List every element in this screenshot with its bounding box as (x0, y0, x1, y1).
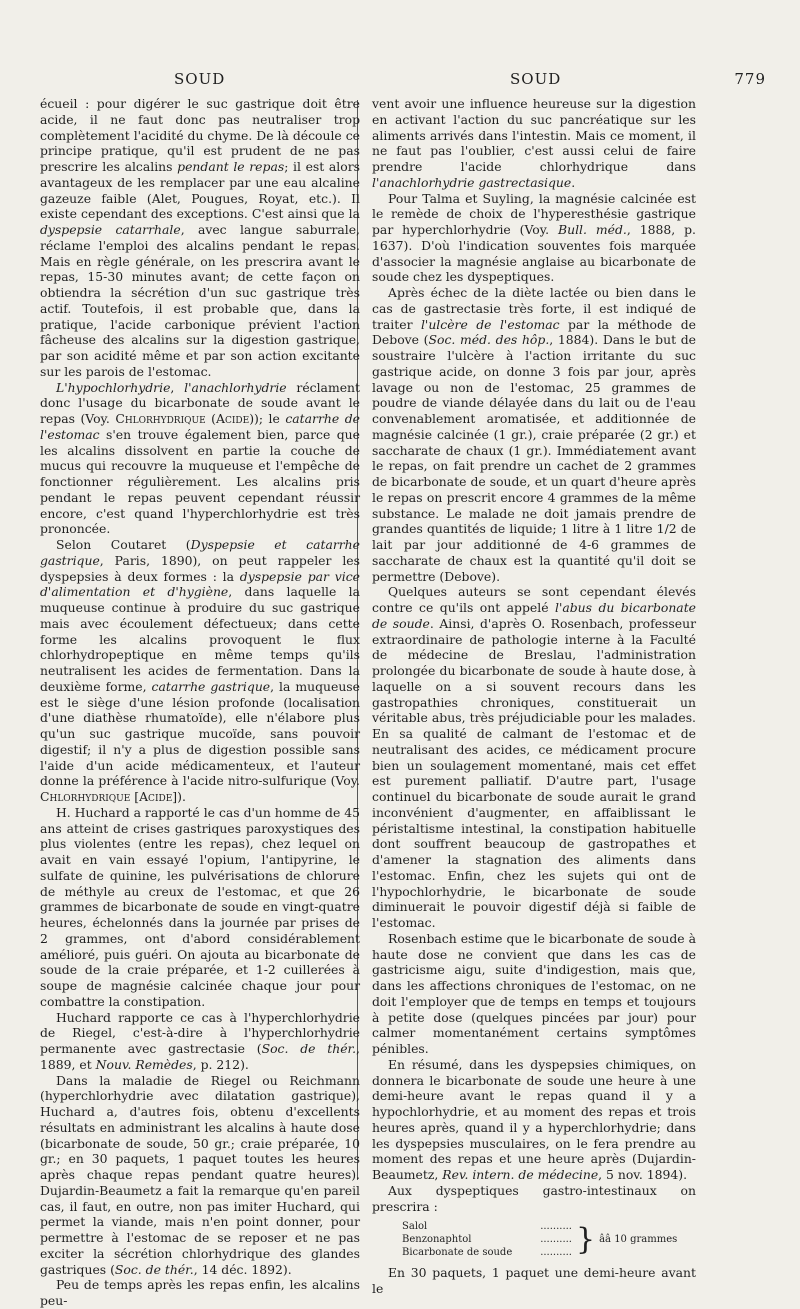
paragraph: vent avoir une influence heureuse sur la digestion en activant l'action du suc pancréatique sur les aliments arrivés dans l'intestin. Mais ce moment, il ne faut pas l'oublier, c'est aussi celui de faire prendre l'acide chlorhydrique dans l'anachlorhydrie gastrectasique. (372, 96, 696, 190)
prescription-list (402, 1220, 572, 1259)
page-number: 779 (734, 70, 766, 88)
paragraph: Dans la maladie de Riegel ou Reichmann (hyperchlorhydrie avec dilatation gastrique), Huchard a, d'autres fois, obtenu d'excellents résultats en administrant les alcalins à haute dose (bicarbonate de soude, 50 gr.; craie préparée, 10 gr.; en 30 paquets, 1 paquet toutes les heures après chaque repas pendant quatre heures). Dujardin-Beaumetz a fait la remarque qu'en pareil cas, il faut, en outre, non pas imiter Huchard, qui permet la viande, mais n'en point donner, pour permettre à l'estomac de se reposer et ne pas exciter la sécrétion chlorhydrique des glandes gastriques (Soc. de thér., 14 déc. 1892). (40, 1072, 360, 1277)
left-column (40, 96, 361, 1308)
running-header-left: SOUD (174, 70, 226, 88)
paragraph: Selon Coutaret (Dyspepsie et catarrhe gastrique, Paris, 1890), on peut rappeler les dyspepsies à deux formes : la dyspepsie par vice d'alimentation et d'hygiène, dans laquelle la muqueuse continue à produire du suc gastrique mais avec écoulement défectueux; dans cette forme les alcalins provoquent le flux chlorhydropeptique en même temps qu'ils neutralisent les acides de fermentation. Dans la deuxième forme, catarrhe gastrique, la muqueuse est le siège d'une lésion profonde (localisation d'une diathèse rhumatoïde), elle n'élabore plus qu'un suc gastrique mucoïde, sans pouvoir digestif; il n'y a plus de digestion possible sans l'aide d'un acide médicamenteux, et l'auteur donne la préférence à l'acide nitro-sulfurique (Voy. Chlorhydrique [Acide]). (40, 537, 361, 804)
brace-glyph: } (576, 1221, 596, 1257)
paragraph: Après échec de la diète lactée ou bien dans le cas de gastrectasie très forte, il est indiqué de traiter l'ulcère de l'estomac par la méthode de Debove (Soc. méd. des hôp., 1884). Dans le but de soustraire l'ulcère à l'action irritante du suc gastrique acide, on donne 3 fois par jour, après lavage ou non de l'estomac, 25 grammes de poudre de viande délayée dans du lait ou de l'eau convenablement aromatisée, et additionnée de magnésie calcinée (1 gr.), craie préparée (2 gr.) et saccharate de chaux (1 gr.). Immédiatement avant le repas, on fait prendre un cachet de 2 grammes de bicarbonate de soude, et un quart d'heure après le repas on prescrit encore 4 grammes de la même substance. Le malade ne doit jamais prendre de grandes quantités de liquide; 1 litre à 1 litre 1/2 de lait par jour additionné de 4-6 grammes de saccharate de chaux est la quantité qu'il doit se permettre (Debove). (372, 285, 697, 584)
paragraph: Aux dyspeptiques gastro-intestinaux on prescrira : (372, 1182, 696, 1214)
prescription-item: Benzonaphtol .......... (402, 1234, 572, 1246)
running-header-right: SOUD (510, 70, 562, 88)
paragraph: Rosenbach estime que le bicarbonate de soude à haute dose ne convient que dans les cas de gastricisme aigu, suite d'indigestion, mais que, dans les affections chroniques de l'estomac, on ne doit l'employer que de temps en temps et toujours à petite dose (quelques pincées par jour) pour calmer momentanément certains symptômes pénibles. (372, 930, 696, 1056)
paragraph: En résumé, dans les dyspepsies chimiques, on donnera le bicarbonate de soude une heure à une demi-heure avant le repas quand il y a hypochlorhydrie, et au moment des repas et trois heures après, quand il y a hyperchlorhydrie; dans les dyspepsies musculaires, on le fera prendre au moment des repas et une heure après (Dujardin-Beaumetz, Rev. intern. de médecine, 5 nov. 1894). (372, 1056, 696, 1182)
right-column (372, 96, 697, 1296)
paragraph: Huchard rapporte ce cas à l'hyperchlorhydrie de Riegel, c'est-à-dire à l'hyperchlorhydrie permanente avec gastrectasie (Soc. de thér., 1889, et Nouv. Remèdes, p. 212). (40, 1009, 360, 1072)
paragraph: H. Huchard a rapporté le cas d'un homme de 45 ans atteint de crises gastriques paroxystiques des plus violentes (entre les repas), chez lequel on avait en vain essayé l'opium, l'antipyrine, le sulfate de quinine, les pulvérisations de chlorure de méthyle au creux de l'estomac, et que 26 grammes de bicarbonate de soude en vingt-quatre heures, échelonnés dans la journée par prises de 2 grammes, ont d'abord considérablement amélioré, puis guéri. On ajouta au bicarbonate de soude de la craie préparée, et 1-2 cuillerées à soupe de magnésie calcinée chaque jour pour combattre la constipation. (40, 804, 360, 1009)
prescription (402, 1220, 696, 1259)
paragraph: Peu de temps après les repas enfin, les alcalins peu- (40, 1277, 360, 1308)
paragraph: Quelques auteurs se sont cependant élevés contre ce qu'ils ont appelé l'abus du bicarbonate de soude. Ainsi, d'après O. Rosenbach, professeur extraordinaire de pathologie interne à la Faculté de médecine de Breslau, l'administration prolongée du bicarbonate de soude à haute dose, à laquelle on a si souvent recours dans les gastropathies chroniques, constituerait un véritable abus, très préjudiciable pour les malades. En sa qualité de calmant de l'estomac et de neutralisant des acides, ce médicament procure bien un soulagement momentané, mais cet effet est purement palliatif. D'autre part, l'usage continuel du bicarbonate de soude aurait le grand inconvénient d'augmenter, en affaiblissant le péristaltisme intestinal, la constipation habituelle dont souffrent beaucoup de gastropathes et d'amener la stagnation des aliments dans l'estomac. Enfin, chez les sujets qui ont de l'hypochlorhydrie, le bicarbonate de soude diminuerait le pouvoir digestif déjà si faible de l'estomac. (372, 584, 697, 930)
prescription-item: Bicarbonate de soude .......... (402, 1247, 572, 1259)
paragraph: écueil : pour digérer le suc gastrique doit être acide, il ne faut donc pas neutraliser trop complètement l'acidité du chyme. De là découle ce principe pratique, qu'il est prudent de ne pas prescrire les alcalins pendant le repas; il est alors avantageux de les remplacer par une eau alcaline gazeuze faible (Alet, Pougues, Royat, etc.). Il existe cependant des exceptions. C'est ainsi que la dyspepsie catarrhale, avec langue saburrale, réclame l'emploi des alcalins pendant le repas. Mais en règle générale, on les prescrira avant le repas, 15-30 minutes avant; de cette façon on obtiendra la sécrétion d'un suc gastrique très actif. Toutefois, il est probable que, dans la pratique, l'acide carbonique prévient l'action fâcheuse des alcalins sur la digestion gastrique, par son acidité même et par son action excitante sur les parois de l'estomac. (40, 96, 360, 379)
prescription-dose: ââ 10 grammes (599, 1234, 678, 1246)
paragraph: Pour Talma et Suyling, la magnésie calcinée est le remède de choix de l'hyperesthésie gastrique par hyperchlorhydrie (Voy. Bull. méd., 1888, p. 1637). D'où l'indication souventes fois marquée d'associer la magnésie anglaise au bicarbonate de soude chez les dyspeptiques. (372, 190, 696, 285)
prescription-item: Salol .......... (402, 1221, 572, 1233)
paragraph: L'hypochlorhydrie, l'anachlorhydrie réclament donc l'usage du bicarbonate de soude avant le repas (Voy. Chlorhydrique (Acide)); le catarrhe de l'estomac s'en trouve également bien, parce que les alcalins dissolvent en partie la couche de mucus qui recouvre la muqueuse et l'empêche de fonctionner régulièrement. Les alcalins pris pendant le repas peuvent cependant réussir encore, c'est quand l'hyperchlorhydrie est très prononcée. (40, 379, 360, 537)
paragraph: En 30 paquets, 1 paquet une demi-heure avant le (372, 1265, 696, 1296)
